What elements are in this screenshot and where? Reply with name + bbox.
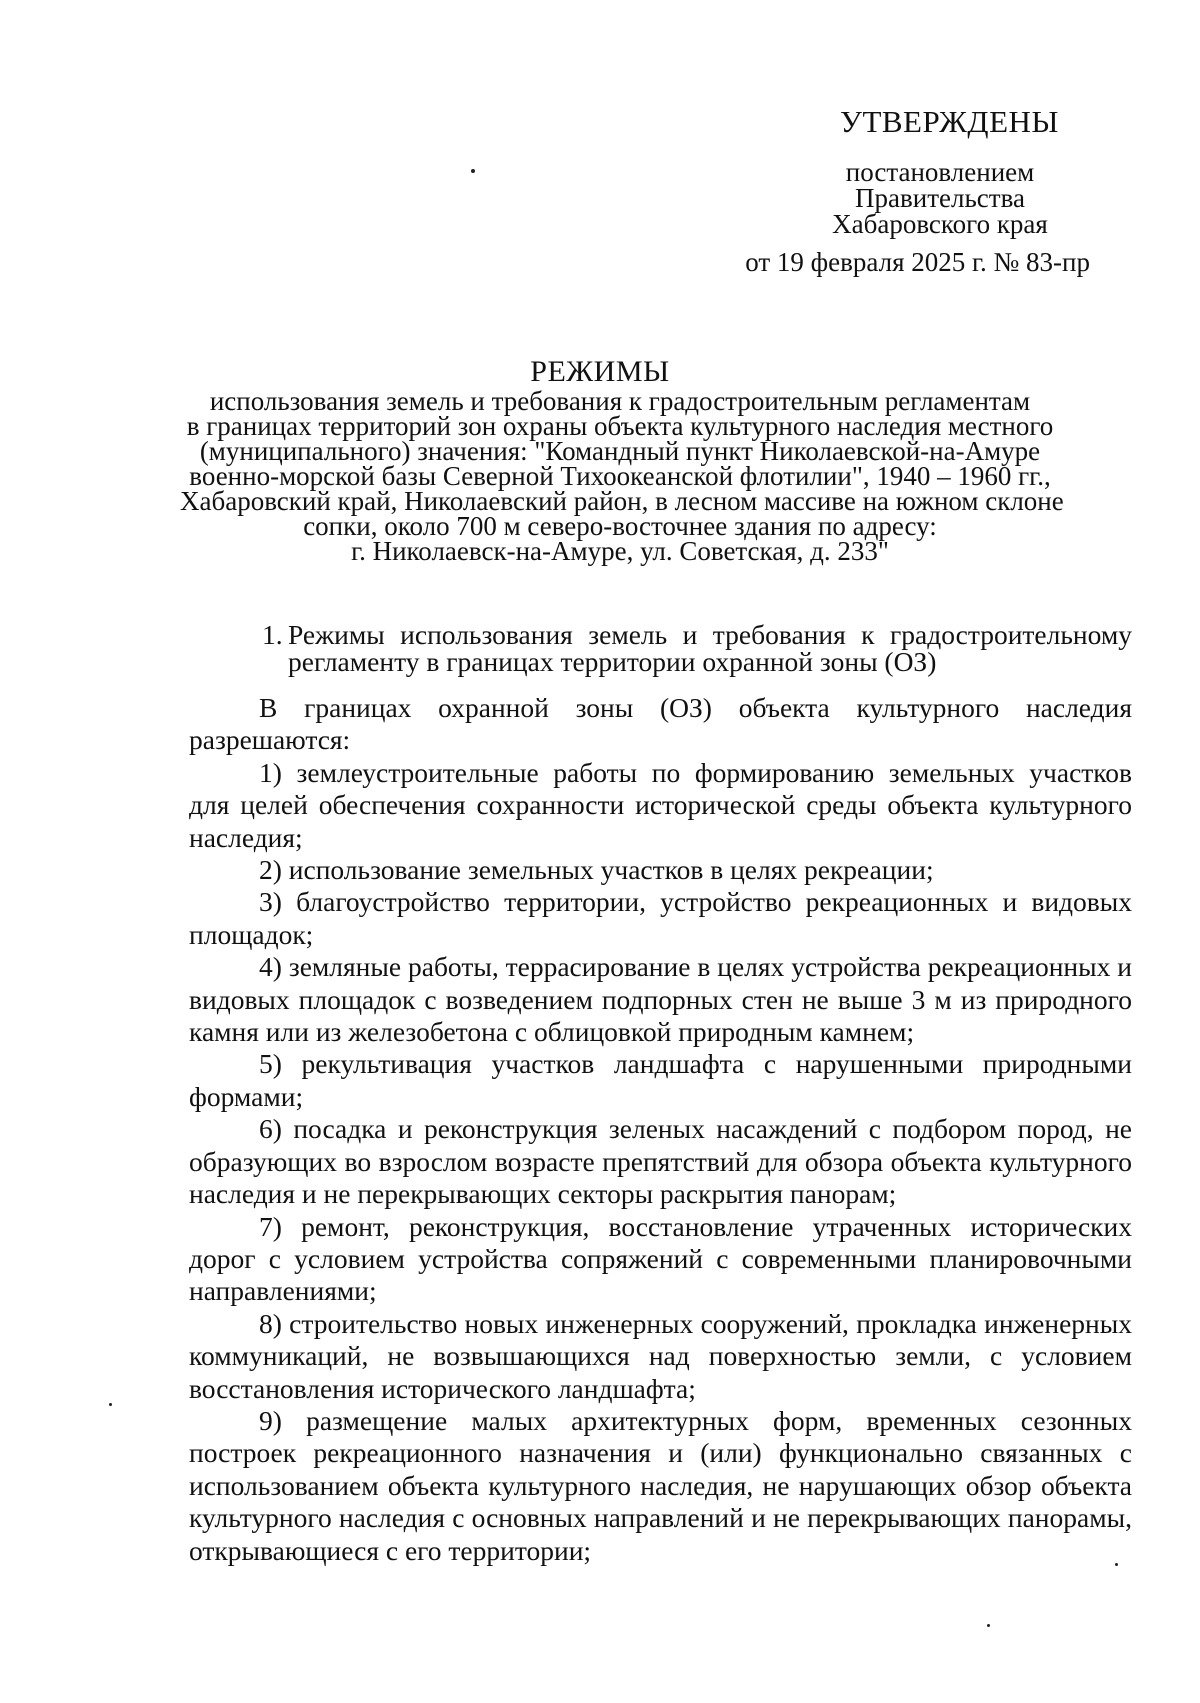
scan-speck <box>987 1624 990 1627</box>
document-title: РЕЖИМЫ <box>530 355 670 388</box>
list-item: 1) землеустроительные работы по формированию земельных участков для целей обеспечения сохранности исторической среды объекта культурного наследия; <box>189 756 1132 853</box>
list-item: 7) ремонт, реконструкция, восстановление утраченных исторических дорог с условием устройства сопряжений с современными планировочными направлениями; <box>189 1210 1132 1307</box>
subtitle-line: (муниципального) значения: "Командный пункт Николаевской-на-Амуре <box>199 436 1041 466</box>
intro-paragraph: В границах охранной зоны (ОЗ) объекта культурного наследия разрешаются: <box>189 692 1132 756</box>
list-item: 8) строительство новых инженерных сооружений, прокладка инженерных коммуникаций, не возвышающихся над поверхностью земли, с условием восстановления исторического ландшафта; <box>189 1307 1132 1404</box>
list-item: 5) рекультивация участков ландшафта с нарушенными природными формами; <box>189 1048 1132 1112</box>
subtitle-line: Хабаровский край, Николаевский район, в лесном массиве на южном склоне <box>180 486 1064 516</box>
section-heading <box>262 621 1132 675</box>
scan-speck <box>1115 1563 1118 1566</box>
list-item: 4) земляные работы, террасирование в целях устройства рекреационных и видовых площадок с возведением подпорных стен не выше 3 м из природного камня или из железобетона с облицовкой природным камнем; <box>189 951 1132 1048</box>
approval-line-3: Хабаровского края <box>832 209 1048 239</box>
subtitle-line: сопки, около 700 м северо-восточнее здания по адресу: <box>303 511 937 541</box>
approval-line-1: постановлением <box>845 157 1035 187</box>
scan-speck <box>471 169 475 173</box>
approval-line-2: Правительства <box>855 183 1025 213</box>
section-heading-text: Режимы использования земель и требования к градостроительному регламенту в границах территории охранной зоны (ОЗ) <box>288 619 1132 677</box>
document-subtitle <box>180 386 1064 566</box>
section-body <box>189 692 1132 1567</box>
list-item: 2) использование земельных участков в целях рекреации; <box>259 854 934 886</box>
section-number: 1. <box>262 619 283 650</box>
approval-heading: УТВЕРЖДЕНЫ <box>840 104 1059 139</box>
subtitle-line: г. Николаевск-на-Амуре, ул. Советская, д. 233" <box>351 536 889 566</box>
subtitle-line: военно-морской базы Северной Тихоокеанской флотилии", 1940 – 1960 гг., <box>189 461 1051 491</box>
list-item: 9) размещение малых архитектурных форм, временных сезонных построек рекреационного назначения и (или) функционально связанных с использованием объекта культурного наследия, не нарушающих обзор объекта культурного наследия с основных направлений и не перекрывающих панорамы, открывающиеся с его территории; <box>189 1404 1132 1566</box>
list-item: 6) посадка и реконструкция зеленых насаждений с подбором пород, не образующих во взрослом возрасте препятствий для обзора объекта культурного наследия и не перекрывающих секторы раскрытия панорам; <box>189 1113 1132 1210</box>
subtitle-line: использования земель и требования к градостроительным регламентам <box>209 386 1031 416</box>
subtitle-line: в границах территорий зон охраны объекта культурного наследия местного <box>186 411 1054 441</box>
scan-speck <box>109 1403 112 1406</box>
list-item: 3) благоустройство территории, устройство рекреационных и видовых площадок; <box>189 886 1132 950</box>
approval-date: от 19 февраля 2025 г. № 83-пр <box>745 247 1090 277</box>
